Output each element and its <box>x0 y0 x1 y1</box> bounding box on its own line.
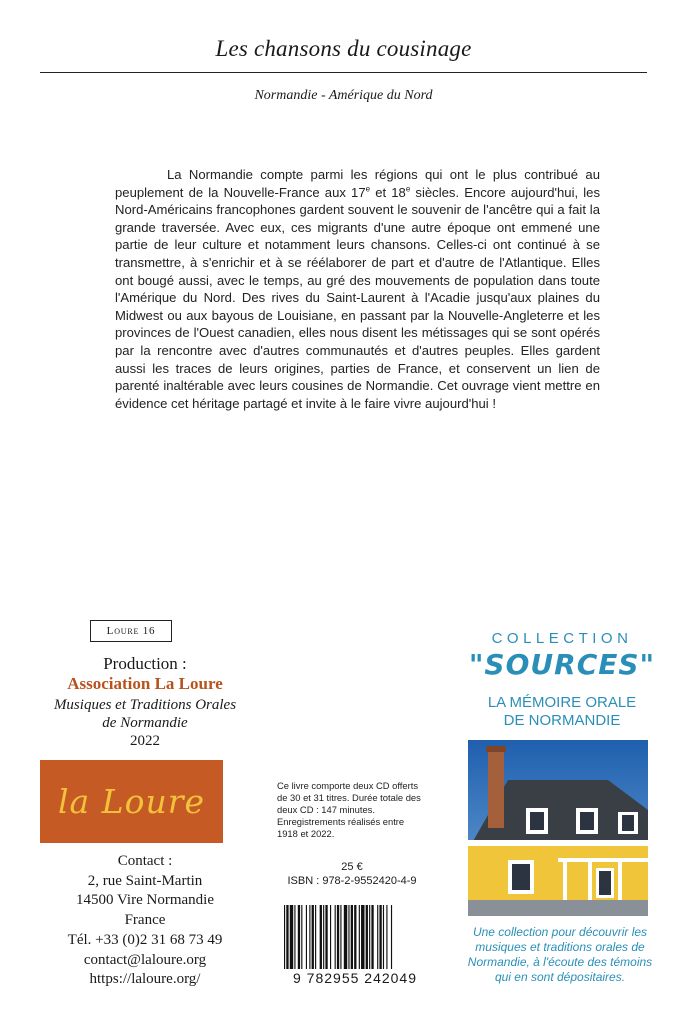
title-divider <box>40 72 647 73</box>
barcode-bar <box>330 905 331 969</box>
barcode-bar <box>315 905 316 969</box>
contact-city: 14500 Vire Normandie <box>76 892 214 909</box>
barcode-bar <box>290 905 293 969</box>
barcode-bar <box>344 905 347 969</box>
association-subtitle-line: de Normandie <box>102 715 188 731</box>
contact-website: https://laloure.org/ <box>89 971 201 988</box>
association-subtitle-line: Musiques et Traditions Orales <box>53 697 237 713</box>
blurb-part-1: La Normandie compte parmi les régions qui ont le plus contribué au peuplement de la Nouvelle-France aux 17 <box>115 167 600 200</box>
barcode-bar <box>312 905 314 969</box>
contact-block <box>30 852 260 990</box>
barcode-bar <box>369 905 370 969</box>
barcode-bar <box>323 905 324 969</box>
contact-country: France <box>124 912 166 929</box>
barcode-bars <box>280 905 430 973</box>
collection-description-line: DE NORMANDIE <box>503 712 621 729</box>
barcode-bar <box>379 905 381 969</box>
collection-description <box>462 694 662 730</box>
barcode-bar <box>337 905 339 969</box>
association-subtitle <box>30 696 260 732</box>
association-name: Association La Loure <box>67 674 223 693</box>
barcode-bar <box>335 905 336 969</box>
barcode-bar <box>309 905 310 969</box>
barcode-bar <box>386 905 387 969</box>
house-photo <box>468 740 648 916</box>
barcode-bar <box>377 905 378 969</box>
house-illustration <box>468 740 648 916</box>
series-number-box: Loure 16 <box>90 620 172 642</box>
isbn: ISBN : 978-2-9552420-4-9 <box>287 875 417 887</box>
barcode-bar <box>325 905 327 969</box>
price-block <box>277 860 427 888</box>
barcode-bar <box>348 905 349 969</box>
blurb-paragraph <box>115 166 600 412</box>
barcode-bar <box>320 905 322 969</box>
barcode-bar <box>286 905 288 969</box>
barcode-bar <box>298 905 300 969</box>
contact-heading: Contact : <box>117 853 173 869</box>
barcode-bar <box>366 905 368 969</box>
barcode-bar <box>294 905 295 969</box>
barcode-bar <box>306 905 307 969</box>
contact-email: contact@laloure.org <box>83 951 207 968</box>
barcode-bar <box>383 905 384 969</box>
price: 25 € <box>341 861 363 873</box>
production-heading: Production : <box>103 654 187 673</box>
barcode-bar <box>359 905 360 969</box>
logo-text: la Loure <box>57 782 206 821</box>
ordinal-suffix: e <box>405 184 411 194</box>
blurb-part-3: siècles. Encore aujourd'hui, les Nord-Américains francophones gardent souvent le souvenir de l'ancêtre qui a fait la grande traversée. Avec eux, ces migrants d'une autre époque ont emmené une partie de leur culture et notamment leurs chansons. Celles-ci ont continué à se transmettre, à s'enrichir et à se réélaborer de part et d'autre de l'Atlantique. Elles ont bougé aussi, avec le temps, au gré des mouvements de population dans toute l'Amérique du Nord. Des rives du Saint-Laurent à l'Acadie jusqu'aux plaines du Midwest ou aux bayous de Louisiane, en passant par la Nouvelle-Angleterre et les provinces de l'Ouest canadien, elles nous disent les métissages qui se sont opérés par la rencontre avec d'autres communautés et d'autres peuples. Elles gardent aussi les traces de leurs origines, parties de France, et conservent un lien de parenté inaltérable avec leurs cousines de Normandie. Cet ouvrage vient mettre en évidence cet héritage partagé et invite à le faire vivre aujourd'hui ! <box>115 184 600 411</box>
barcode-digits: 9 782955 242049 <box>293 970 417 986</box>
ordinal-suffix: e <box>365 184 371 194</box>
collection-description-line: LA MÉMOIRE ORALE <box>487 694 637 711</box>
blurb-part-2: et 18 <box>370 184 406 200</box>
production-year: 2022 <box>130 733 160 749</box>
barcode-bar <box>391 905 392 969</box>
collection-name: "SOURCES" <box>468 648 656 681</box>
barcode-bar <box>361 905 364 969</box>
cd-note: Ce livre comporte deux CD offerts de 30 et 31 titres. Durée totale des deux CD : 147 minutes. Enregistrements réalisés entre 1918 et 2022. <box>277 780 421 839</box>
collection-label: COLLECTION <box>491 630 633 647</box>
barcode-bar <box>340 905 341 969</box>
barcode-bar <box>351 905 353 969</box>
la-loure-logo <box>40 760 223 843</box>
book-subtitle: Normandie - Amérique du Nord <box>254 88 433 103</box>
barcode-bar <box>301 905 302 969</box>
collection-tagline: Une collection pour découvrir les musiques et traditions orales de Normandie, à l'écoute des témoins qui en sont dépositaires. <box>467 925 653 984</box>
contact-phone: Tél. +33 (0)2 31 68 73 49 <box>67 931 223 948</box>
barcode-bar <box>354 905 356 969</box>
barcode-bar <box>284 905 285 969</box>
barcode-bar <box>371 905 373 969</box>
book-title: Les chansons du cousinage <box>215 36 472 61</box>
contact-street: 2, rue Saint-Martin <box>87 872 203 889</box>
